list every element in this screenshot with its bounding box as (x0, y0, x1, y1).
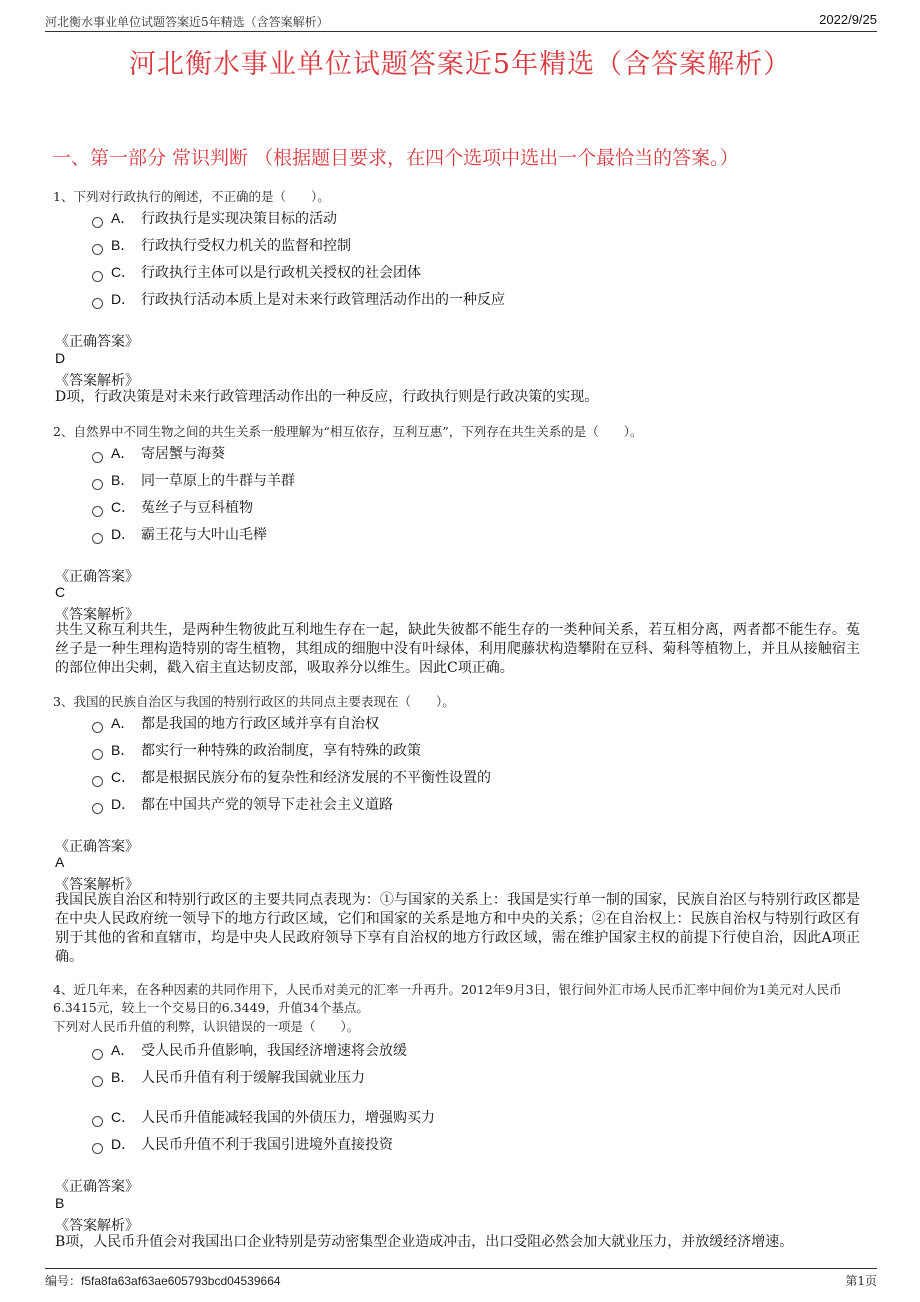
question-3-option-d[interactable]: D． 都在中国共产党的领导下走社会主义道路 (92, 794, 393, 814)
question-1-analysis: D项，行政决策是对未来行政管理活动作出的一种反应，行政执行则是行政决策的实现。 (55, 389, 599, 405)
radio-icon[interactable] (92, 1116, 103, 1127)
question-4-option-c[interactable]: C． 人民币升值能减轻我国的外债压力，增强购买力 (92, 1107, 435, 1127)
page-title: 河北衡水事业单位试题答案近5年精选（含答案解析） (128, 49, 792, 80)
question-2-text: 2、自然界中不同生物之间的共生关系一般理解为“相互依存，互利互惠”，下列存在共生关系的是（ ）。 (53, 424, 643, 439)
footer-page-number: 第1页 (845, 1274, 877, 1288)
question-4-option-b[interactable]: B． 人民币升值有利于缓解我国就业压力 (92, 1067, 365, 1087)
question-4-option-a[interactable]: A． 受人民币升值影响，我国经济增速将会放缓 (92, 1040, 407, 1060)
radio-icon[interactable] (92, 803, 103, 814)
question-2-option-a[interactable]: A． 寄居蟹与海葵 (92, 443, 225, 463)
question-4-answer: B (55, 1195, 65, 1211)
question-3-option-a[interactable]: A． 都是我国的地方行政区域并享有自治权 (92, 713, 379, 733)
question-2-analysis-label: 《答案解析》 (55, 607, 139, 623)
question-1-option-d[interactable]: D． 行政执行活动本质上是对未来行政管理活动作出的一种反应 (92, 289, 505, 309)
question-2-answer: C (55, 584, 66, 600)
radio-icon[interactable] (92, 506, 103, 517)
radio-icon[interactable] (92, 452, 103, 463)
question-4-prompt: 下列对人民币升值的利弊，认识错误的一项是（ ）。 (53, 1019, 360, 1034)
question-3-analysis: 我国民族自治区和特别行政区的主要共同点表现为：①与国家的关系上：我国是实行单一制的国家，民族自治区与特别行政区都是在中央人民政府统一领导下的地方行政区域，它们和国家的关系是地方和中央的关系；②在自治权上：民族自治权与特别行政区有别于其他的省和直辖市，均是中央人民政府领导下享有自治权的地方行政区域，需在维护国家主权的前提下行使自治，因此A项正确。 (55, 892, 860, 965)
question-3-analysis-label: 《答案解析》 (55, 877, 139, 893)
question-3-text: 3、我国的民族自治区与我国的特别行政区的共同点主要表现在（ ）。 (53, 694, 455, 709)
question-2-option-d[interactable]: D． 霸王花与大叶山毛榉 (92, 524, 267, 544)
radio-icon[interactable] (92, 1143, 103, 1154)
question-4-analysis-label: 《答案解析》 (55, 1218, 139, 1234)
radio-icon[interactable] (92, 217, 103, 228)
radio-icon[interactable] (92, 533, 103, 544)
radio-icon[interactable] (92, 244, 103, 255)
question-1-option-b[interactable]: B． 行政执行受权力机关的监督和控制 (92, 235, 351, 255)
question-1-text: 1、下列对行政执行的阐述，不正确的是（ ）。 (53, 189, 330, 204)
radio-icon[interactable] (92, 1076, 103, 1087)
question-1-answer: D (55, 350, 66, 366)
question-4-option-d[interactable]: D． 人民币升值不利于我国引进境外直接投资 (92, 1134, 393, 1154)
question-3-option-b[interactable]: B． 都实行一种特殊的政治制度，享有特殊的政策 (92, 740, 421, 760)
question-1-option-c[interactable]: C． 行政执行主体可以是行政机关授权的社会团体 (92, 262, 421, 282)
radio-icon[interactable] (92, 1049, 103, 1060)
footer-doc-id: 编号：f5fa8fa63af63ae605793bcd04539664 (45, 1274, 281, 1288)
radio-icon[interactable] (92, 298, 103, 309)
header-doc-title: 河北衡水事业单位试题答案近5年精选（含答案解析） (45, 15, 329, 29)
question-2-option-b[interactable]: B． 同一草原上的牛群与羊群 (92, 470, 295, 490)
header-divider (45, 31, 877, 32)
question-4-analysis: B项，人民币升值会对我国出口企业特别是劳动密集型企业造成冲击，出口受阻必然会加大就业压力，并放缓经济增速。 (55, 1234, 794, 1250)
question-1-analysis-label: 《答案解析》 (55, 373, 139, 389)
question-3-option-c[interactable]: C． 都是根据民族分布的复杂性和经济发展的不平衡性设置的 (92, 767, 491, 787)
question-3-answer: A (55, 854, 65, 870)
question-2-option-c[interactable]: C． 菟丝子与豆科植物 (92, 497, 253, 517)
header-date: 2022/9/25 (819, 12, 877, 27)
radio-icon[interactable] (92, 749, 103, 760)
footer-doc-code: f5fa8fa63af63ae605793bcd04539664 (81, 1274, 281, 1288)
question-4-text: 4、近几年来，在各种因素的共同作用下，人民币对美元的汇率一升再升。2012年9月3日，银行间外汇市场人民币汇率中间价为1美元对人民币6.3415元，较上一个交易日的6.3449，升值34个基点。 (53, 982, 842, 1015)
question-2-correct-label: 《正确答案》 (55, 569, 139, 585)
question-1-option-a[interactable]: A． 行政执行是实现决策目标的活动 (92, 208, 337, 228)
section-heading: 一、第一部分 常识判断 （根据题目要求，在四个选项中选出一个最恰当的答案。） (52, 147, 739, 169)
radio-icon[interactable] (92, 271, 103, 282)
footer-divider (45, 1268, 877, 1269)
radio-icon[interactable] (92, 776, 103, 787)
radio-icon[interactable] (92, 479, 103, 490)
radio-icon[interactable] (92, 722, 103, 733)
question-1-correct-label: 《正确答案》 (55, 334, 139, 350)
question-3-correct-label: 《正确答案》 (55, 839, 139, 855)
question-2-analysis: 共生又称互利共生，是两种生物彼此互利地生存在一起，缺此失彼都不能生存的一类种间关系，若互相分离，两者都不能生存。菟丝子是一种生理构造特别的寄生植物，其组成的细胞中没有叶绿体，利用爬藤状构造攀附在豆科、菊科等植物上，并且从接触宿主的部位伸出尖刺，戳入宿主直达韧皮部，吸取养分以维生。因此C项正确。 (55, 622, 860, 676)
question-4-correct-label: 《正确答案》 (55, 1179, 139, 1195)
